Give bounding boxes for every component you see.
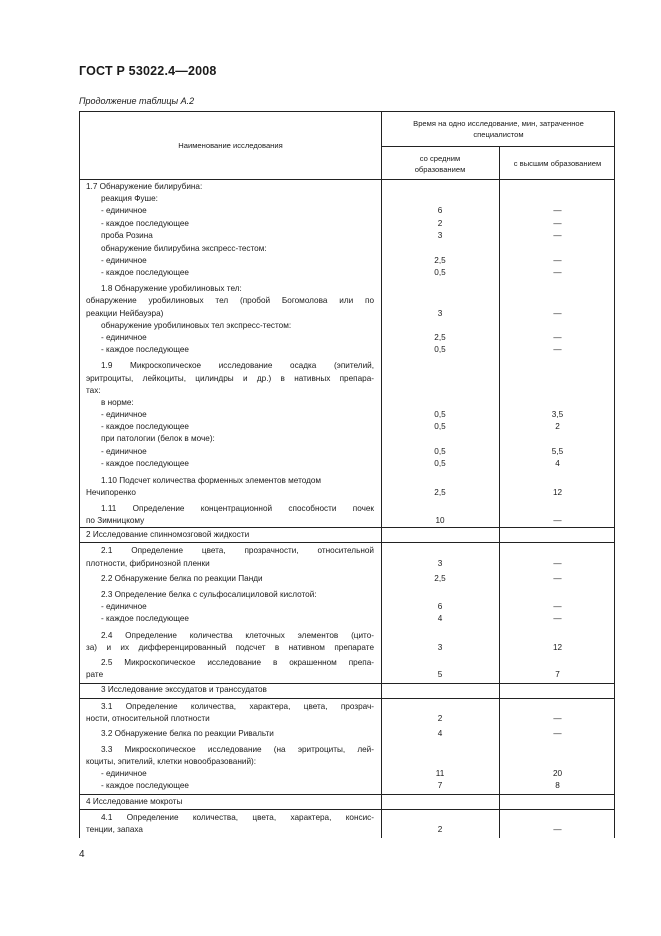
table-row bbox=[80, 768, 616, 779]
row-label: обнаружение билирубина экспресс-тестом: bbox=[101, 244, 267, 253]
row-label: проба Розина bbox=[101, 231, 153, 240]
cell-secondary-education: 0,5 bbox=[434, 268, 446, 277]
table-row bbox=[80, 545, 616, 556]
cell-higher-education: 2 bbox=[555, 422, 560, 431]
row-label: - единичное bbox=[101, 333, 147, 342]
cell-secondary-education: 5 bbox=[437, 670, 443, 679]
cell-secondary-education: 0,5 bbox=[434, 345, 446, 354]
row-label: 2.1 Определение цвета, прозрачности, относительной bbox=[101, 546, 374, 555]
row-label: 1.10 Подсчет количества форменных элементов методом bbox=[101, 476, 322, 485]
table-row bbox=[80, 630, 616, 641]
header-time-line-2: специалистом bbox=[473, 130, 524, 139]
row-label: по Зимницкому bbox=[86, 516, 145, 525]
cell-higher-education: — bbox=[553, 516, 562, 525]
row-label: эритроциты, лейкоциты, цилиндры и др.) в нативных препара- bbox=[86, 374, 374, 383]
cell-higher-education: — bbox=[553, 256, 562, 265]
cell-higher-education: 12 bbox=[552, 488, 563, 497]
table-row bbox=[80, 446, 616, 457]
cell-secondary-education: 3 bbox=[437, 559, 443, 568]
row-label: реакции Нейбауэра) bbox=[86, 309, 164, 318]
row-divider bbox=[80, 809, 614, 810]
table-row bbox=[80, 458, 616, 469]
row-label: - единичное bbox=[101, 410, 147, 419]
table-row bbox=[80, 332, 616, 343]
cell-secondary-education: 2,5 bbox=[434, 256, 446, 265]
table-row bbox=[80, 613, 616, 624]
cell-secondary-education: 3 bbox=[437, 231, 443, 240]
row-divider bbox=[80, 683, 614, 684]
row-label: тах: bbox=[86, 386, 101, 395]
row-label: - единичное bbox=[101, 256, 147, 265]
table-row bbox=[80, 642, 616, 653]
table-row bbox=[80, 713, 616, 724]
cell-secondary-education: 2,5 bbox=[434, 574, 446, 583]
row-label: Нечипоренко bbox=[86, 488, 136, 497]
row-label: при патологии (белок в моче): bbox=[101, 434, 215, 443]
row-label: 2.3 Определение белка с сульфосалициловой кислотой: bbox=[101, 590, 317, 599]
row-label: 4.1 Определение количества, цвета, характера, консис- bbox=[101, 813, 374, 822]
row-divider bbox=[80, 527, 614, 528]
cell-secondary-education: 0,5 bbox=[434, 447, 446, 456]
row-label: за) и их дифференцированный подсчет в нативном препарате bbox=[86, 643, 374, 652]
cell-higher-education: — bbox=[553, 714, 562, 723]
table-row bbox=[80, 373, 616, 384]
table-row bbox=[80, 503, 616, 514]
row-label: в норме: bbox=[101, 398, 134, 407]
cell-secondary-education: 2 bbox=[437, 219, 443, 228]
row-label: 2.2 Обнаружение белка по реакции Панди bbox=[101, 574, 263, 583]
cell-higher-education: — bbox=[553, 206, 562, 215]
cell-higher-education: 4 bbox=[555, 459, 560, 468]
row-label: 3 Исследование экссудатов и транссудатов bbox=[101, 685, 267, 694]
row-label: 3.1 Определение количества, характера, цвета, прозрач- bbox=[101, 702, 374, 711]
table-row bbox=[80, 230, 616, 241]
table-caption: Продолжение таблицы А.2 bbox=[79, 96, 195, 106]
cell-secondary-education: 10 bbox=[435, 516, 445, 525]
table-row bbox=[80, 283, 616, 294]
table-row bbox=[80, 756, 616, 767]
table-row bbox=[80, 433, 616, 444]
row-label: - единичное bbox=[101, 447, 147, 456]
table-row bbox=[80, 701, 616, 712]
row-label: обнаружение уробилиновых тел экспресс-тестом: bbox=[101, 321, 292, 330]
table-row bbox=[80, 824, 616, 835]
table-row bbox=[80, 780, 616, 791]
row-label: 2 Исследование спинномозговой жидкости bbox=[86, 530, 250, 539]
cell-secondary-education: 2 bbox=[437, 825, 443, 834]
table-row bbox=[80, 295, 616, 306]
row-label: реакция Фуше: bbox=[101, 194, 158, 203]
cell-higher-education: 20 bbox=[552, 769, 563, 778]
table-row bbox=[80, 487, 616, 498]
table-row bbox=[80, 573, 616, 584]
cell-secondary-education: 7 bbox=[437, 781, 443, 790]
header-time-line-1: Время на одно исследование, мин, затраченное bbox=[413, 119, 584, 128]
cell-secondary-education: 6 bbox=[437, 206, 443, 215]
header-col1-line-1: со средним bbox=[419, 154, 461, 163]
table-row bbox=[80, 409, 616, 420]
cell-secondary-education: 2,5 bbox=[434, 488, 446, 497]
cell-secondary-education: 2 bbox=[437, 714, 443, 723]
row-label: 1.9 Микроскопическое исследование осадка (эпителий, bbox=[101, 361, 374, 370]
header-col2: с высшим образованием bbox=[513, 159, 602, 168]
cell-higher-education: 3,5 bbox=[551, 410, 564, 419]
row-label: - единичное bbox=[101, 206, 147, 215]
cell-secondary-education: 6 bbox=[437, 602, 443, 611]
cell-higher-education: — bbox=[553, 602, 562, 611]
row-label: 3.2 Обнаружение белка по реакции Ривальти bbox=[101, 729, 274, 738]
table-row bbox=[80, 397, 616, 408]
row-label: 2.4 Определение количества клеточных элементов (цито- bbox=[101, 631, 374, 640]
table-row bbox=[80, 515, 616, 526]
table-row bbox=[80, 385, 616, 396]
page-number: 4 bbox=[79, 849, 85, 860]
table-row bbox=[80, 529, 616, 540]
row-label: ности, относительной плотности bbox=[86, 714, 210, 723]
cell-higher-education: 7 bbox=[555, 670, 560, 679]
cell-higher-education: 12 bbox=[552, 643, 563, 652]
cell-higher-education: — bbox=[553, 219, 562, 228]
row-label: - каждое последующее bbox=[101, 781, 189, 790]
cell-secondary-education: 0,5 bbox=[434, 459, 446, 468]
cell-higher-education: — bbox=[553, 614, 562, 623]
table-row bbox=[80, 601, 616, 612]
cell-higher-education: 8 bbox=[555, 781, 560, 790]
cell-secondary-education: 0,5 bbox=[434, 422, 446, 431]
table-row bbox=[80, 181, 616, 192]
cell-secondary-education: 4 bbox=[437, 729, 443, 738]
table-row bbox=[80, 360, 616, 371]
table-row bbox=[80, 669, 616, 680]
row-label: 1.11 Определение концентрационной способности почек bbox=[101, 504, 374, 513]
table-row bbox=[80, 684, 616, 695]
table-row bbox=[80, 205, 616, 216]
row-label: тенции, запаха bbox=[86, 825, 143, 834]
cell-higher-education: — bbox=[553, 309, 562, 318]
header-bottom-line bbox=[80, 179, 614, 180]
cell-higher-education: — bbox=[553, 559, 562, 568]
cell-higher-education: — bbox=[553, 333, 562, 342]
row-label: 1.8 Обнаружение уробилиновых тел: bbox=[101, 284, 242, 293]
header-name: Наименование исследования bbox=[178, 141, 283, 150]
table-row bbox=[80, 796, 616, 807]
row-label: плотности, фибринозной пленки bbox=[86, 559, 210, 568]
cell-secondary-education: 3 bbox=[437, 309, 443, 318]
row-divider bbox=[80, 698, 614, 699]
table-row bbox=[80, 657, 616, 668]
cell-higher-education: — bbox=[553, 729, 562, 738]
row-label: коциты, эпителий, клетки новообразований): bbox=[86, 757, 257, 766]
table-row bbox=[80, 243, 616, 254]
table-row bbox=[80, 812, 616, 823]
row-label: - каждое последующее bbox=[101, 459, 189, 468]
table-row bbox=[80, 475, 616, 486]
table-row bbox=[80, 308, 616, 319]
row-label: 4 Исследование мокроты bbox=[86, 797, 183, 806]
table-row bbox=[80, 421, 616, 432]
table-row bbox=[80, 320, 616, 331]
cell-secondary-education: 4 bbox=[437, 614, 443, 623]
row-divider bbox=[80, 542, 614, 543]
cell-higher-education: — bbox=[553, 825, 562, 834]
header-divider bbox=[381, 146, 614, 147]
table-row bbox=[80, 267, 616, 278]
cell-higher-education: — bbox=[553, 345, 562, 354]
row-label: 3.3 Микроскопическое исследование (на эритроциты, лей- bbox=[101, 745, 374, 754]
table bbox=[79, 111, 615, 838]
cell-secondary-education: 3 bbox=[437, 643, 443, 652]
row-divider bbox=[80, 794, 614, 795]
table-row bbox=[80, 344, 616, 355]
table-row bbox=[80, 218, 616, 229]
table-row bbox=[80, 744, 616, 755]
cell-higher-education: — bbox=[553, 268, 562, 277]
cell-secondary-education: 11 bbox=[435, 769, 445, 778]
table-row bbox=[80, 589, 616, 600]
document-title: ГОСТ Р 53022.4—2008 bbox=[79, 64, 217, 78]
row-label: обнаружение уробилиновых тел (пробой Богомолова или по bbox=[86, 296, 374, 305]
table-row bbox=[80, 728, 616, 739]
row-label: - каждое последующее bbox=[101, 422, 189, 431]
row-label: - единичное bbox=[101, 602, 147, 611]
row-label: - каждое последующее bbox=[101, 268, 189, 277]
table-row bbox=[80, 255, 616, 266]
table-row bbox=[80, 558, 616, 569]
cell-higher-education: 5,5 bbox=[551, 447, 564, 456]
row-label: - каждое последующее bbox=[101, 345, 189, 354]
row-label: 2.5 Микроскопическое исследование в окрашенном препа- bbox=[101, 658, 374, 667]
row-label: рате bbox=[86, 670, 104, 679]
cell-higher-education: — bbox=[553, 574, 562, 583]
row-label: - каждое последующее bbox=[101, 614, 189, 623]
header-col1-line-2: образованием bbox=[414, 165, 466, 174]
cell-secondary-education: 2,5 bbox=[434, 333, 446, 342]
cell-higher-education: — bbox=[553, 231, 562, 240]
row-label: 1.7 Обнаружение билирубина: bbox=[86, 182, 203, 191]
row-label: - единичное bbox=[101, 769, 147, 778]
cell-secondary-education: 0,5 bbox=[434, 410, 446, 419]
table-row bbox=[80, 193, 616, 204]
row-label: - каждое последующее bbox=[101, 219, 189, 228]
